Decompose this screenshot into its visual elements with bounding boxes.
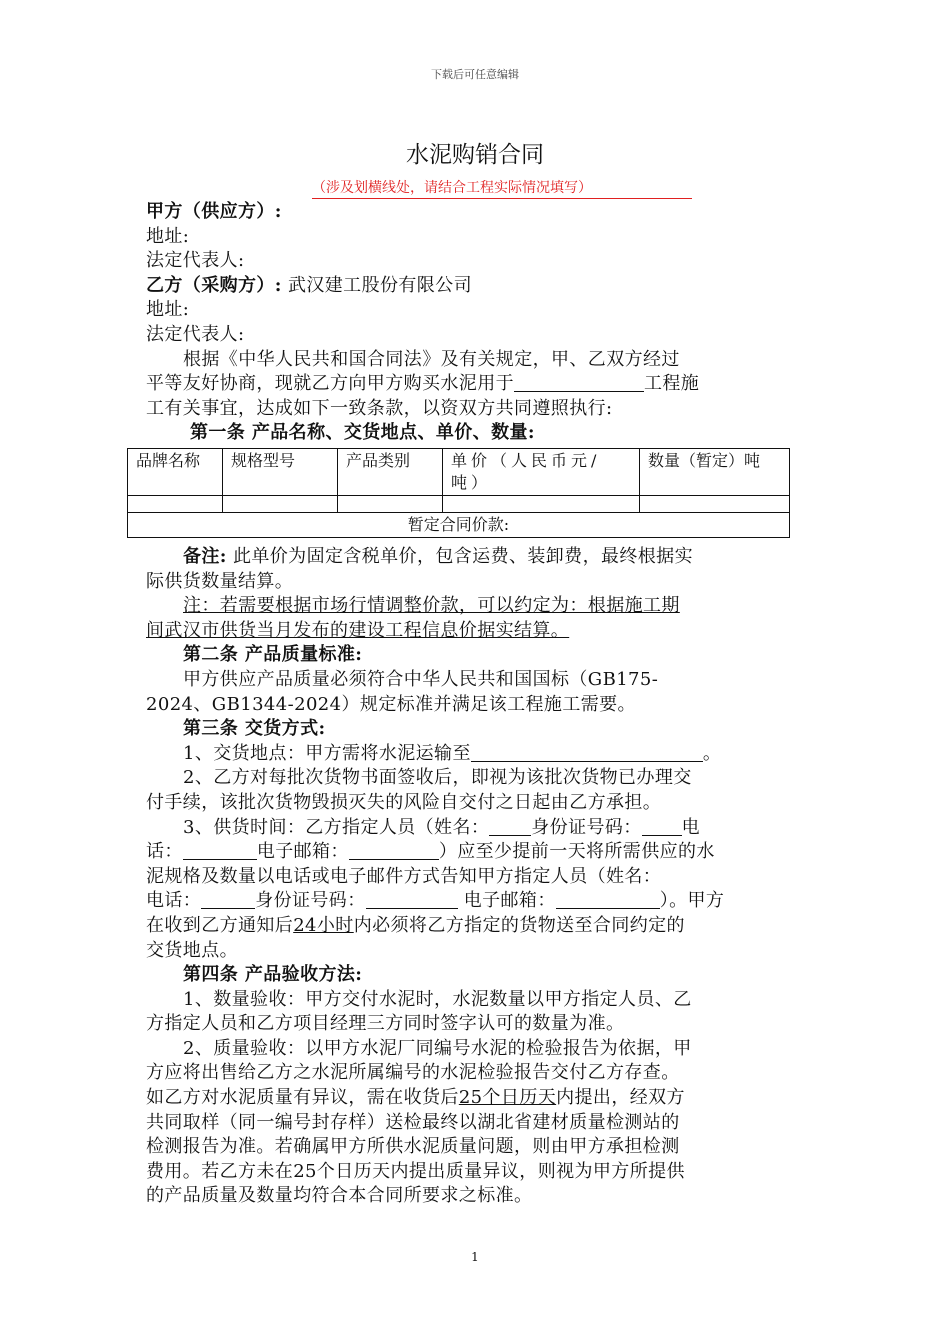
- article-3-item-3-line-2: [146, 840, 806, 865]
- article-4-item-1-line-2: 方指定人员和乙方项目经理三方同时签字认可的数量为准。: [146, 1013, 625, 1035]
- page-header: 下载后可任意编辑: [431, 68, 519, 81]
- item-3-text-i: 电子邮箱：: [463, 890, 556, 912]
- article-3-item-3-line-3: 泥规格及数量以电话或电子邮件方式告知甲方指定人员（姓名：: [146, 865, 662, 887]
- article-3-item-3-line-6: 交货地点。: [146, 939, 238, 961]
- delivery-place-label: 1、交货地点：甲方需将水泥运输至: [183, 742, 471, 764]
- intro-line-3: 工有关事宜，达成如下一致条款，以资双方共同遵照执行:: [146, 397, 613, 419]
- article-4-item-2-line-3: [146, 1086, 806, 1111]
- item-2-text-a: 如乙方对水泥质量有异议，需在收货后: [146, 1087, 459, 1109]
- party-a-label: 甲方（供应方）:: [146, 201, 282, 222]
- article-3-item-1: [146, 742, 806, 767]
- intro-line-2: [146, 372, 806, 397]
- item-3-text-h: 身份证号码：: [255, 890, 366, 912]
- item-3-text-e: 电子邮箱：: [256, 841, 349, 863]
- b-contact-name-blank[interactable]: [489, 817, 531, 836]
- article-3-item-2-line-1: 2、乙方对每批次货物书面签收后，即视为该批次货物已办理交: [183, 767, 692, 789]
- article-4-heading: 第四条 产品验收方法:: [183, 964, 363, 986]
- note-line-1: 注：若需要根据市场行情调整价款，可以约定为：根据施工期: [183, 595, 680, 617]
- b-contact-email-blank[interactable]: [349, 841, 439, 860]
- remark-line-2: 际供货数量结算。: [146, 570, 294, 592]
- cell-spec[interactable]: [223, 496, 338, 513]
- table-header-row: [128, 449, 790, 496]
- a-contact-phone-blank[interactable]: [201, 890, 255, 909]
- article-3-heading: 第三条 交货方式:: [183, 718, 326, 740]
- article-4-item-2-line-6: 费用。若乙方未在25个日历天内提出质量异议，则视为甲方所提供: [146, 1160, 685, 1182]
- article-1-heading: 第一条 产品名称、交货地点、单价、数量:: [190, 422, 535, 444]
- delivery-hours: 24小时: [293, 914, 354, 936]
- intro-line-2a: 平等友好协商，现就乙方向甲方购买水泥用于: [146, 373, 514, 395]
- project-name-blank[interactable]: [514, 373, 644, 392]
- item-3-text-c: 电: [681, 816, 701, 838]
- item-3-text-g: 电话：: [146, 890, 202, 912]
- party-a-rep: 法定代表人:: [146, 250, 245, 272]
- b-contact-phone-blank[interactable]: [183, 841, 257, 860]
- article-4-item-2-line-7: 的产品质量及数量均符合本合同所要求之标准。: [146, 1185, 533, 1207]
- cell-unit-price[interactable]: [443, 496, 640, 513]
- table-total-row: [128, 513, 790, 538]
- a-contact-email-blank[interactable]: [556, 890, 660, 909]
- objection-days: 25个日历天: [458, 1087, 557, 1109]
- item-3-text-k: 在收到乙方通知后: [146, 914, 294, 936]
- delivery-place-end: 。: [702, 742, 722, 764]
- article-2-heading: 第二条 产品质量标准:: [183, 644, 363, 666]
- item-3-text-j: ）。甲方: [659, 890, 725, 912]
- a-contact-id-blank[interactable]: [366, 890, 458, 909]
- party-b-label: 乙方（采购方）:: [146, 274, 282, 296]
- total-price-label: 暂定合同价款:: [128, 513, 790, 538]
- article-2-line-1: 甲方供应产品质量必须符合中华人民共和国国标（GB175-: [183, 668, 659, 690]
- intro-line-2b: 工程施: [644, 373, 700, 395]
- remark-label: 备注:: [183, 546, 227, 567]
- page-number: 1: [471, 1250, 479, 1264]
- contract-title: 水泥购销合同: [406, 142, 544, 168]
- item-3-text-m: 内必须将乙方指定的货物送至合同约定的: [353, 914, 685, 936]
- fill-in-instruction: （涉及划横线处，请结合工程实际情况填写）: [312, 177, 692, 199]
- cell-category[interactable]: [338, 496, 443, 513]
- cell-quantity[interactable]: [640, 496, 790, 513]
- th-brand: 品牌名称: [128, 449, 223, 496]
- article-4-item-2-line-2: 方应将出售给乙方之水泥所属编号的水泥检验报告交付乙方存查。: [146, 1062, 680, 1084]
- party-b-name: 武汉建工股份有限公司: [287, 274, 472, 296]
- article-4-item-2-line-1: 2、质量验收：以甲方水泥厂同编号水泥的检验报告为依据，甲: [183, 1037, 692, 1059]
- remark-line-1: [146, 545, 806, 570]
- th-unit-price: 单价（人民币元/吨）: [443, 449, 640, 496]
- table-row: [128, 496, 790, 513]
- article-4-item-2-line-4: 共同取样（同一编号封存样）送检最终以湖北省建材质量检测站的: [146, 1111, 680, 1133]
- article-2-line-2: 2024、GB1344-2024）规定标准并满足该工程施工需要。: [146, 693, 636, 715]
- article-4-item-1-line-1: 1、数量验收：甲方交付水泥时，水泥数量以甲方指定人员、乙: [183, 988, 692, 1010]
- intro-line-1: 根据《中华人民共和国合同法》及有关规定，甲、乙双方经过: [183, 348, 680, 370]
- note-line-2: 间武汉市供货当月发布的建设工程信息价据实结算。: [146, 619, 570, 641]
- article-3-item-2-line-2: 付手续，该批次货物毁损灭失的风险自交付之日起由乙方承担。: [146, 791, 662, 813]
- th-quantity: 数量（暂定）吨: [640, 449, 790, 496]
- article-3-item-3-line-1: [146, 816, 806, 841]
- contract-body: [146, 200, 806, 446]
- party-b-rep: 法定代表人:: [146, 323, 245, 345]
- b-contact-id-blank[interactable]: [642, 817, 682, 836]
- product-table: [127, 448, 790, 538]
- party-a-address: 地址:: [146, 225, 190, 247]
- delivery-place-blank[interactable]: [471, 743, 703, 762]
- th-spec: 规格型号: [223, 449, 338, 496]
- item-2-text-b: 内提出，经双方: [556, 1087, 685, 1109]
- item-3-text-b: 身份证号码：: [531, 816, 642, 838]
- party-b-address: 地址:: [146, 299, 190, 321]
- cell-brand[interactable]: [128, 496, 223, 513]
- remark-text-1: 此单价为固定含税单价，包含运费、装卸费，最终根据实: [232, 546, 693, 567]
- item-3-text-a: 3、供货时间：乙方指定人员（姓名：: [183, 816, 490, 838]
- article-3-item-3-line-4: [146, 889, 806, 914]
- party-b-line: [146, 274, 806, 299]
- article-4-item-2-line-5: 检测报告为准。若确属甲方所供水泥质量问题，则由甲方承担检测: [146, 1136, 680, 1158]
- item-3-text-f: ）应至少提前一天将所需供应的水: [438, 841, 715, 863]
- th-category: 产品类别: [338, 449, 443, 496]
- item-3-text-d: 话：: [146, 841, 183, 863]
- contract-body-continued: [146, 545, 806, 1209]
- article-3-item-3-line-5: [146, 914, 806, 939]
